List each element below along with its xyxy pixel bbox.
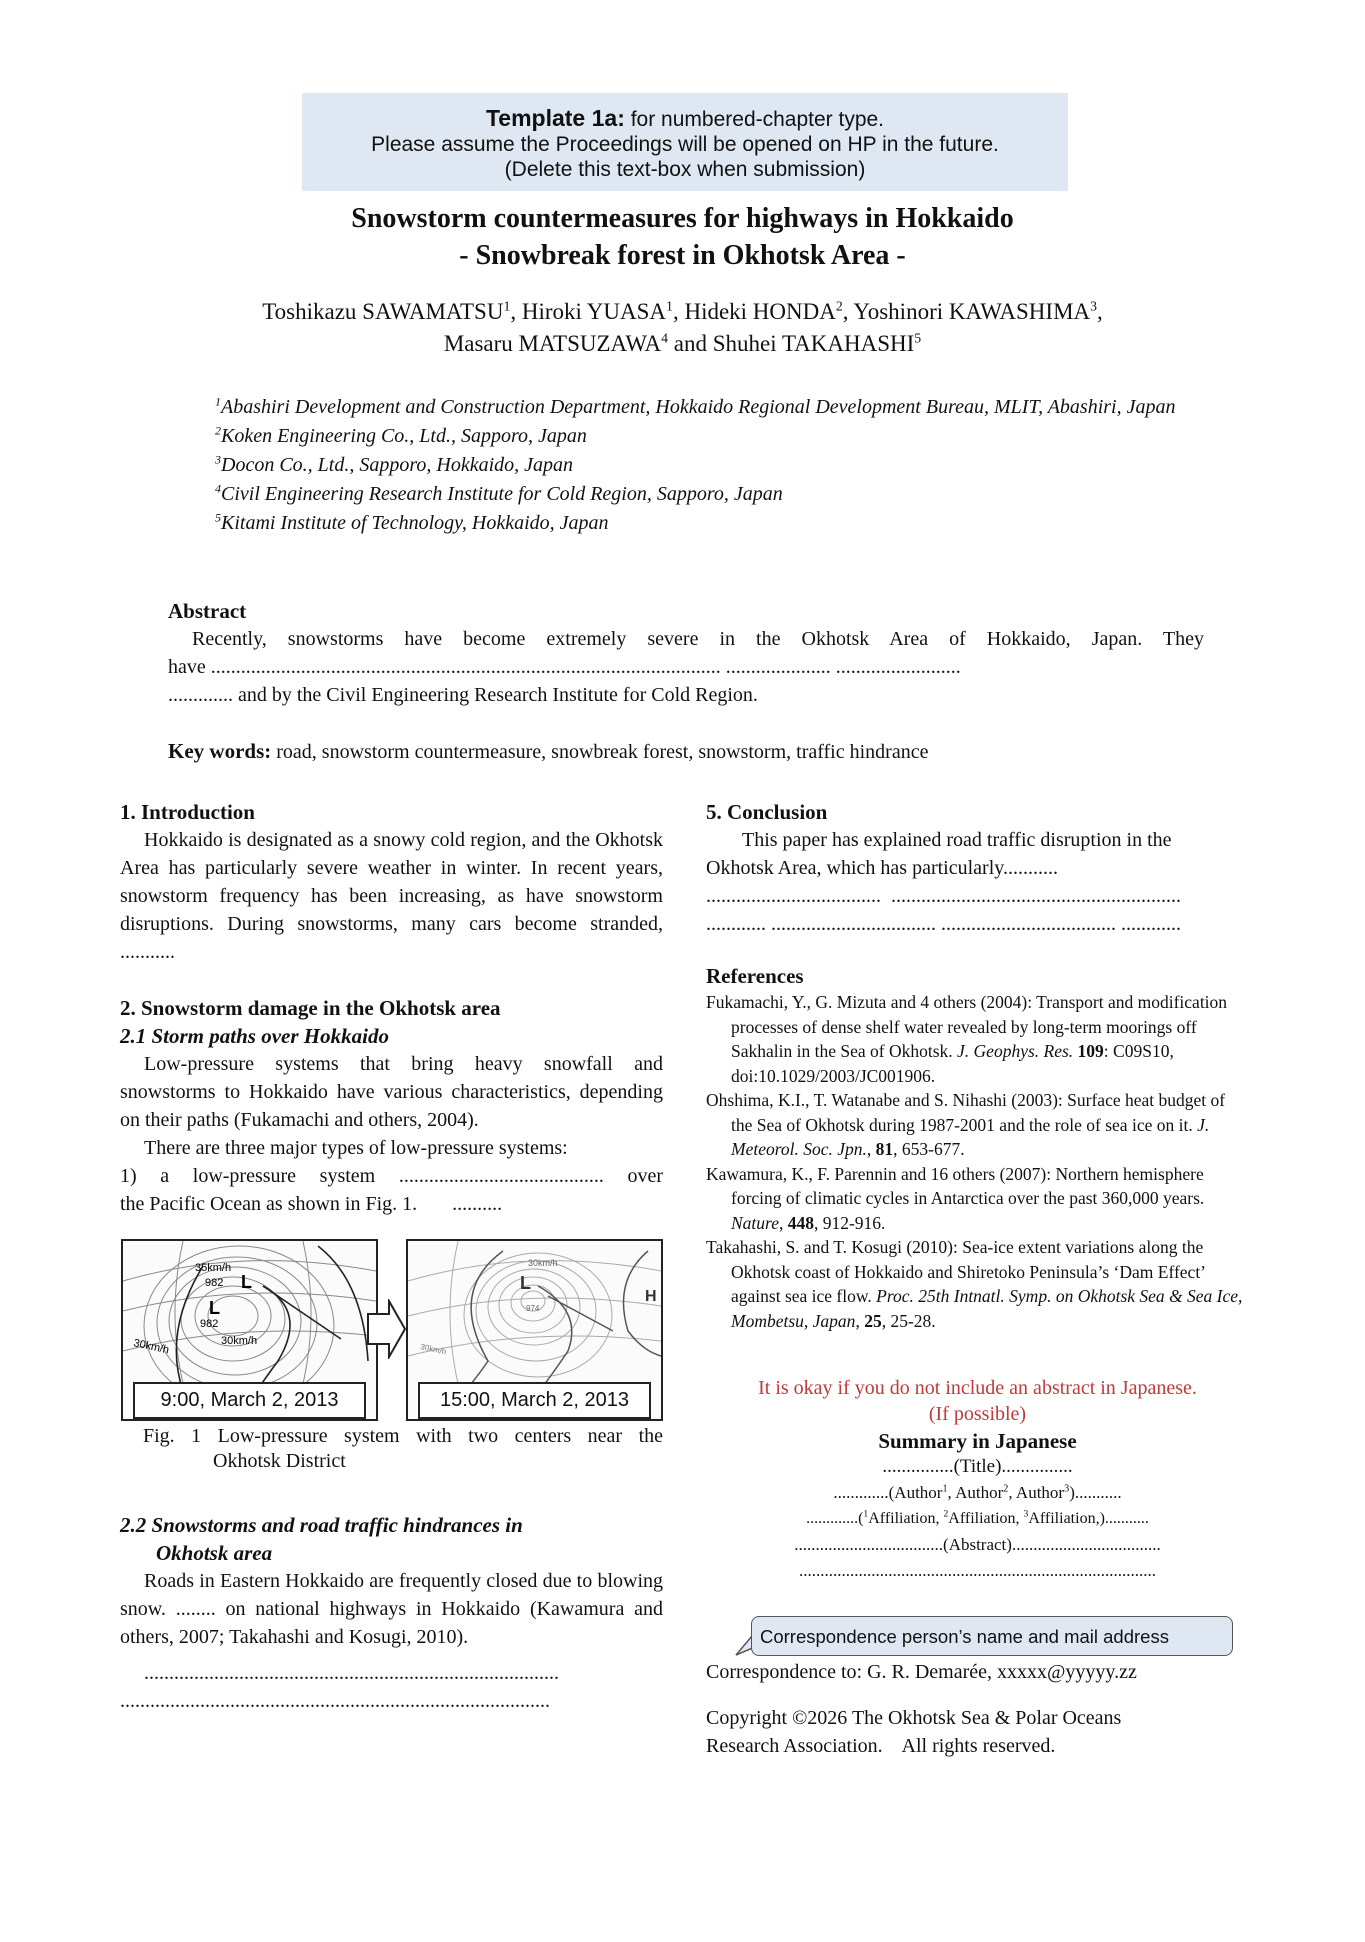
affiliation — [215, 422, 1215, 451]
author-separator: , — [672, 299, 685, 324]
summary-sup: 2 — [943, 1508, 949, 1520]
affiliation-number: 5 — [215, 510, 221, 525]
template-notice-line2: Please assume the Proceedings will be opened on HP in the future. — [371, 133, 999, 156]
author-separator: , — [510, 299, 522, 324]
keywords-label: Key words: — [168, 739, 272, 763]
author-affiliation-mark: 1 — [666, 298, 673, 314]
reference-item — [706, 1162, 1249, 1236]
storm-paths-line: There are three major types of low-pressure systems: — [144, 1137, 568, 1159]
affiliation-number: 3 — [215, 452, 221, 467]
author: Toshikazu SAWAMATSU — [262, 299, 504, 324]
reference-volume: 448 — [787, 1212, 814, 1233]
placeholder-dots: ................................................................................... — [144, 1662, 559, 1684]
author: Shuhei TAKAHASHI — [712, 331, 915, 356]
map-annotation: 30km/h — [132, 1337, 171, 1357]
author-separator: and — [668, 331, 713, 356]
author-affiliation-mark: 5 — [914, 330, 922, 346]
summary-text: )........... — [1069, 1483, 1122, 1502]
reference-journal: Nature — [731, 1212, 779, 1233]
weather-map-0900 — [121, 1239, 378, 1421]
figure-1 — [121, 1239, 663, 1419]
keywords-text: road, snowstorm countermeasure, snowbreak forest, snowstorm, traffic hindrance — [276, 741, 929, 763]
reference-text: Kawamura, K., F. Parennin and 16 others (2007): Northern hemisphere forcing of climatic cycles in Antarctica over the past 360,000 years. — [706, 1163, 1205, 1208]
summary-text: Affiliation,)........... — [1028, 1510, 1149, 1527]
summary-sup: 3 — [1064, 1483, 1070, 1495]
reference-pages: , 912-916. — [813, 1212, 886, 1233]
left-column-continued — [120, 1511, 663, 1715]
correspondence-callout: Correspondence person’s name and mail address — [751, 1616, 1233, 1656]
affiliation-text: Docon Co., Ltd., Sapporo, Hokkaido, Japan — [221, 454, 574, 476]
reference-pages: , 25-28. — [881, 1310, 936, 1331]
storm-paths-line: the Pacific Ocean as shown in Fig. 1. .......... — [120, 1193, 503, 1215]
japanese-note-line: (If possible) — [928, 1403, 1027, 1425]
map-annotation: 30km/h — [221, 1335, 258, 1347]
template-notice-box — [302, 93, 1068, 191]
subsection-heading-traffic-hindrances: 2.2 Snowstorms and road traffic hindrances in — [120, 1513, 523, 1537]
reference-text: Ohshima, K.I., T. Watanabe and S. Nihashi (2003): Surface heat budget of the Sea of Okhotsk during 1987-2001 and the role of sea ice on it. — [706, 1090, 1226, 1135]
author-affiliation-mark: 3 — [1090, 298, 1098, 314]
affiliation-number: 2 — [215, 423, 221, 438]
template-label: Template 1a — [485, 105, 618, 131]
subsection-heading-traffic-hindrances-line2: Okhotsk area — [156, 1541, 273, 1565]
author-line-1 — [0, 296, 1365, 328]
author-affiliation-mark: 2 — [835, 298, 843, 314]
author-separator: , — [1097, 299, 1103, 324]
reference-volume: 109 — [1077, 1041, 1104, 1061]
map-annotation: 974 — [526, 1304, 540, 1313]
subsection-heading-storm-paths: 2.1 Storm paths over Hokkaido — [120, 1024, 389, 1048]
section-heading-conclusion: 5. Conclusion — [706, 800, 828, 824]
paper-title-main: Snowstorm countermeasures for highways in Hokkaido — [351, 203, 1014, 234]
abstract-line: ............. and by the Civil Engineering Research Institute for Cold Region. — [168, 684, 758, 706]
summary-text: .............(Author — [833, 1483, 943, 1502]
map-annotation: H — [645, 1288, 657, 1305]
summary-sup: 1 — [863, 1508, 869, 1520]
author-affiliation-mark: 1 — [503, 298, 511, 314]
conclusion-line: Okhotsk Area, which has particularly........... — [706, 857, 1058, 879]
figure-caption-line: Fig. 1 Low-pressure system with two centers near the — [143, 1425, 663, 1447]
japanese-abstract-note — [706, 1375, 1249, 1427]
reference-text: Fukamachi, Y., G. Mizuta and 4 others (2004): Transport and modification processes of dense shelf water revealed by long-term moorings off Sakhalin in the Sea of Okhotsk. — [706, 992, 1228, 1061]
figure-caption — [143, 1424, 663, 1474]
summary-text: , Author — [947, 1483, 1004, 1502]
author: Yoshinori KAWASHIMA — [853, 299, 1091, 324]
map-timestamp: 15:00, March 2, 2013 — [418, 1382, 651, 1419]
abstract-section — [168, 597, 1204, 709]
storm-paths-paragraph: Low-pressure systems that bring heavy snowfall and snowstorms to Hokkaido have various characteristics, depending on their paths (Fukamachi and others, 2004). — [120, 1053, 663, 1131]
conclusion-line: This paper has explained road traffic disruption in the — [742, 829, 1172, 851]
japanese-note-line: It is okay if you do not include an abstract in Japanese. — [758, 1377, 1197, 1399]
reference-journal: J. Geophys. Res. — [957, 1041, 1074, 1061]
abstract-line: Recently, snowstorms have become extremely severe in the Okhotsk Area of Hokkaido, Japan. They — [192, 628, 1204, 650]
copyright-notice — [706, 1704, 1266, 1760]
affiliation-text: Civil Engineering Research Institute for Cold Region, Sapporo, Japan — [221, 483, 783, 505]
traffic-hindrances-paragraph: Roads in Eastern Hokkaido are frequently closed due to blowing snow. ........ on national highways in Hokkaido (Kawamura and others, 2007; Takahashi and Kosugi, 2010). — [120, 1570, 663, 1648]
affiliation-text: Abashiri Development and Construction Department, Hokkaido Regional Development Bureau, MLIT, Abashiri, Japan — [221, 396, 1176, 418]
map-annotation: 982 — [200, 1318, 219, 1330]
affiliation-text: Kitami Institute of Technology, Hokkaido, Japan — [221, 512, 609, 534]
weather-map-1500 — [406, 1239, 663, 1421]
affiliation — [215, 509, 1215, 538]
summary-heading: Summary in Japanese — [878, 1429, 1077, 1453]
reference-pages: : C09S10, doi:10.1029/2003/JC001906. — [731, 1041, 1174, 1086]
placeholder-dots: ...................................................................................... — [120, 1690, 550, 1712]
map-annotation: 982 — [205, 1277, 224, 1289]
japanese-summary — [706, 1428, 1249, 1584]
left-column — [120, 798, 663, 1218]
abstract-heading: Abstract — [168, 599, 247, 623]
reference-text: Takahashi, S. and T. Kosugi (2010): Sea-ice extent variations along the Okhotsk coast of Hokkaido and Shiretoko Peninsula’s ‘Dam Effect’ against sea ice flow. — [706, 1237, 1205, 1306]
template-colon: : — [617, 105, 625, 131]
summary-text: , Author — [1008, 1483, 1065, 1502]
abstract-line: have ...................................................................................................... ..................... ......................... — [168, 656, 961, 678]
summary-abstract-placeholder: ...................................(Abstract)................................... — [794, 1535, 1161, 1554]
reference-volume: 25 — [864, 1310, 882, 1331]
summary-text: Affiliation, — [868, 1510, 944, 1527]
introduction-paragraph: Hokkaido is designated as a snowy cold region, and the Okhotsk Area has particularly severe weather in winter. In recent years, snowstorm frequency has been increasing, as have snowstorm disruptions. During snowstorms, many cars become stranded, ........... — [120, 829, 663, 963]
paper-subtitle: - Snowbreak forest in Okhotsk Area - — [459, 240, 906, 271]
author-list — [0, 296, 1365, 360]
summary-sup: 2 — [1003, 1483, 1009, 1495]
map-timestamp: 9:00, March 2, 2013 — [133, 1382, 366, 1419]
reference-journal: Proc. 25th Intnatl. Symp. on Okhotsk Sea & Sea Ice, Mombetsu, Japan — [731, 1286, 1243, 1331]
affiliation — [215, 393, 1215, 422]
copyright-line: Research Association. All rights reserved. — [706, 1735, 1056, 1757]
map-annotation: L — [209, 1298, 220, 1318]
affiliation — [215, 451, 1215, 480]
summary-sup: 1 — [942, 1483, 948, 1495]
map-annotation: 30km/h — [419, 1342, 448, 1357]
summary-text: .............( — [806, 1510, 864, 1527]
section-heading-snowstorm-damage: 2. Snowstorm damage in the Okhotsk area — [120, 996, 501, 1020]
storm-paths-line: 1) a low-pressure system ......................................... over — [120, 1165, 663, 1187]
paper-title — [0, 200, 1365, 274]
arrow-right-icon — [367, 1299, 407, 1359]
summary-dots-line: .................................................................................... — [799, 1561, 1156, 1580]
references-heading: References — [706, 964, 804, 988]
author-line-2 — [0, 328, 1365, 360]
summary-sup: 3 — [1023, 1508, 1029, 1520]
reference-separator: , — [778, 1212, 788, 1233]
map-annotation: 30km/h — [528, 1258, 558, 1268]
template-notice-line1 — [302, 106, 1068, 132]
reference-volume: 81 — [875, 1139, 894, 1159]
reference-journal: J. Meteorol. Soc. Jpn. — [731, 1114, 1210, 1159]
right-column — [706, 798, 1249, 938]
affiliation-list — [215, 393, 1215, 538]
author-affiliation-mark: 4 — [661, 330, 668, 346]
affiliation-text: Koken Engineering Co., Ltd., Sapporo, Japan — [221, 425, 587, 447]
template-description: for numbered-chapter type. — [630, 108, 885, 131]
section-heading-introduction: 1. Introduction — [120, 800, 255, 824]
author: Masaru MATSUZAWA — [443, 331, 662, 356]
reference-separator: , — [855, 1310, 865, 1331]
summary-title-placeholder: ...............(Title)............... — [882, 1456, 1073, 1477]
affiliation-number: 4 — [215, 481, 221, 496]
reference-separator: , — [866, 1139, 876, 1159]
copyright-line: Copyright ©2026 The Okhotsk Sea & Polar Oceans — [706, 1707, 1122, 1729]
reference-pages: , 653-677. — [893, 1139, 965, 1159]
reference-item — [706, 990, 1249, 1088]
correspondence-line: Correspondence to: G. R. Demarée, xxxxx@yyyyy.zz — [706, 1661, 1137, 1683]
author: Hiroki YUASA — [521, 299, 667, 324]
template-notice-line3: (Delete this text-box when submission) — [504, 158, 866, 181]
affiliation — [215, 480, 1215, 509]
map-annotation: 35km/h — [195, 1262, 232, 1274]
author: Hideki HONDA — [684, 299, 836, 324]
keywords — [168, 737, 1204, 766]
reference-item — [706, 1235, 1249, 1333]
author-separator: , — [842, 299, 854, 324]
affiliation-number: 1 — [215, 394, 221, 409]
reference-item — [706, 1088, 1249, 1162]
conclusion-line: ................................... .......................................................... — [706, 885, 1181, 907]
summary-author-placeholder — [706, 1480, 1249, 1506]
map-annotation: L — [520, 1273, 531, 1293]
summary-text: Affiliation, — [948, 1510, 1024, 1527]
map-annotation: L — [241, 1272, 252, 1292]
summary-affiliation-placeholder — [706, 1506, 1249, 1532]
references-section — [706, 962, 1249, 1333]
figure-caption-line: Okhotsk District — [213, 1450, 346, 1472]
conclusion-line: ............ ................................. ................................... ............ — [706, 913, 1181, 935]
